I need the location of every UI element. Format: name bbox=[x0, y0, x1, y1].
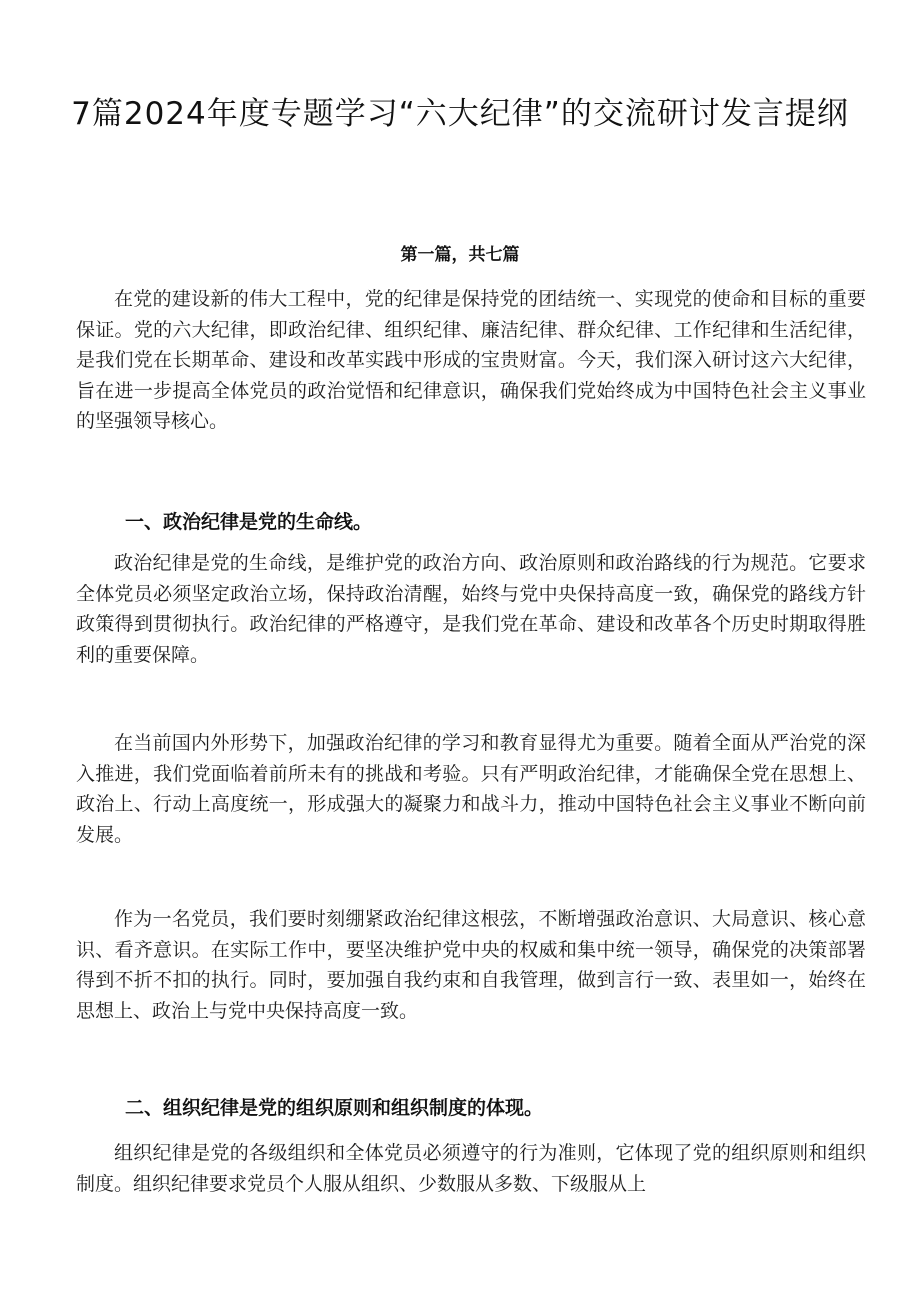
organizational-paragraph-1: 组织纪律是党的各级组织和全体党员必须遵守的行为准则，它体现了党的组织原则和组织制度。组织纪律要求党员个人服从组织、少数服从多数、下级服从上 bbox=[76, 1142, 866, 1195]
section-heading-organizational: 二、组织纪律是党的组织原则和组织制度的体现。 bbox=[125, 1097, 544, 1119]
political-paragraph-2: 在当前国内外形势下，加强政治纪律的学习和教育显得尤为重要。随着全面从严治党的深入推进，我们党面临着前所未有的挑战和考验。只有严明政治纪律，才能确保全党在思想上、政治上、行动上高度统一，形成强大的凝聚力和战斗力，推动中国特色社会主义事业不断向前发展。 bbox=[76, 732, 866, 846]
document-title: 7篇2024年度专题学习“六大纪律”的交流研讨发言提纲 bbox=[71, 96, 849, 132]
political-paragraph-3: 作为一名党员，我们要时刻绷紧政治纪律这根弦，不断增强政治意识、大局意识、核心意识、看齐意识。在实际工作中，要坚决维护党中央的权威和集中统一领导，确保党的决策部署得到不折不扣的执行。同时，要加强自我约束和自我管理，做到言行一致、表里如一，始终在思想上、政治上与党中央保持高度一致。 bbox=[76, 908, 866, 1022]
document-subtitle: 第一篇，共七篇 bbox=[400, 245, 520, 265]
intro-paragraph: 在党的建设新的伟大工程中，党的纪律是保持党的团结统一、实现党的使命和目标的重要保证。党的六大纪律，即政治纪律、组织纪律、廉洁纪律、群众纪律、工作纪律和生活纪律，是我们党在长期革命、建设和改革实践中形成的宝贵财富。今天，我们深入研讨这六大纪律，旨在进一步提高全体党员的政治觉悟和纪律意识，确保我们党始终成为中国特色社会主义事业的坚强领导核心。 bbox=[76, 288, 866, 433]
political-paragraph-1: 政治纪律是党的生命线，是维护党的政治方向、政治原则和政治路线的行为规范。它要求全体党员必须坚定政治立场，保持政治清醒，始终与党中央保持高度一致，确保党的路线方针政策得到贯彻执行。政治纪律的严格遵守，是我们党在革命、建设和改革各个历史时期取得胜利的重要保障。 bbox=[76, 552, 866, 666]
section-heading-political: 一、政治纪律是党的生命线。 bbox=[125, 511, 373, 533]
